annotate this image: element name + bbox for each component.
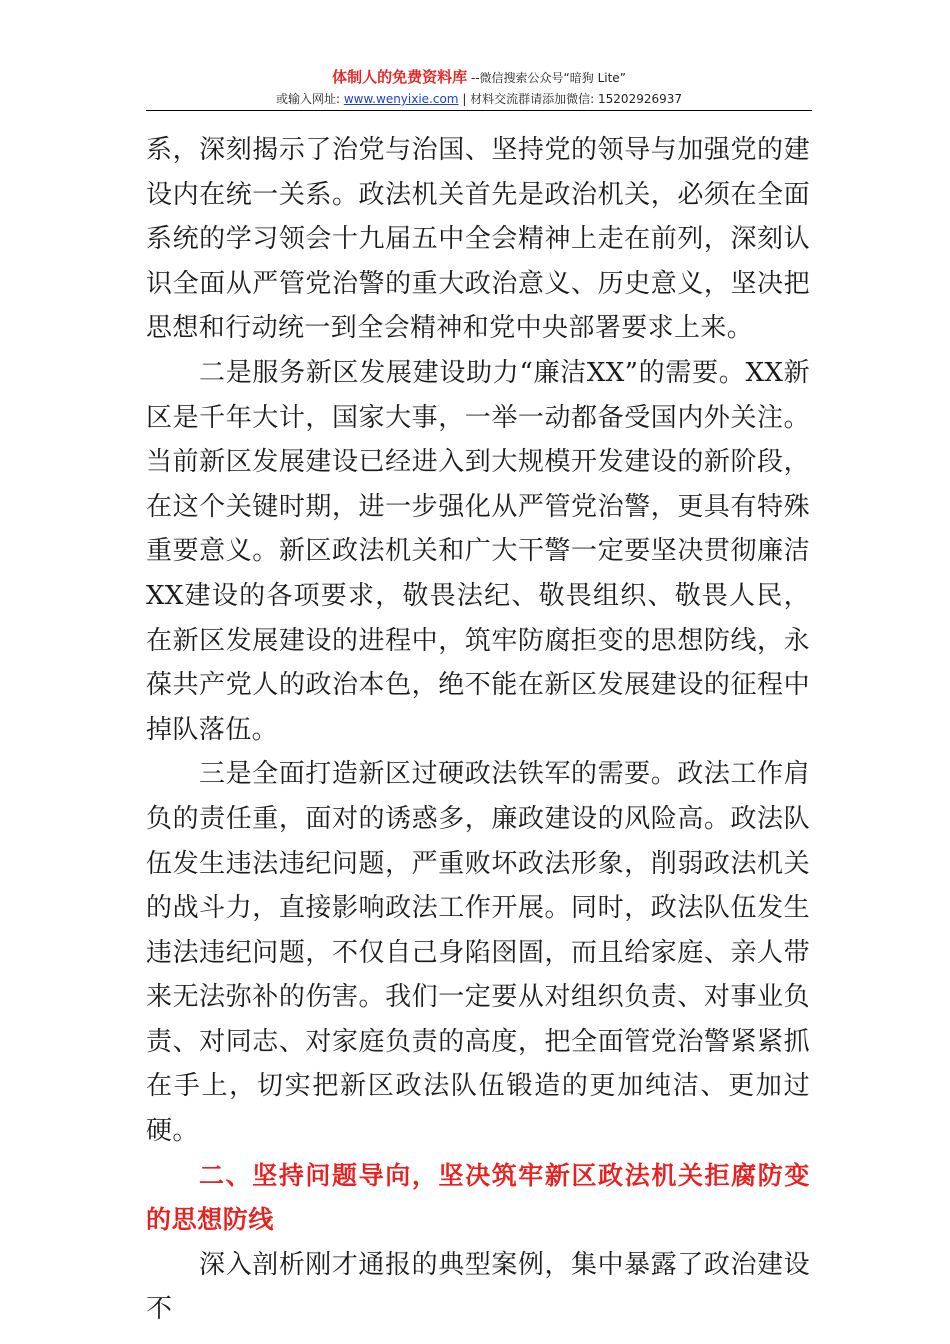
paragraph-continuation: 系，深刻揭示了治党与治国、坚持党的领导与加强党的建设内在统一关系。政法机关首先是政治机关，必须在全面系统的学习领会十九届五中全会精神上走在前列，深刻认识全面从严管党治警的重大政治意义、历史意义，坚决把思想和行动统一到全会精神和党中央部署要求上来。 xyxy=(146,135,810,344)
header-brand: 体制人的免费资料库 xyxy=(332,68,468,86)
paragraph-analysis: 深入剖析刚才通报的典型案例，集中暴露了政治建设不 xyxy=(146,1249,810,1325)
header-contact-line xyxy=(146,89,812,109)
header-contact: | 材料交流群请添加微信: 15202926937 xyxy=(458,92,683,106)
header-website-link[interactable]: www.wenyixie.com xyxy=(343,92,459,106)
paragraph-point-two: 二是服务新区发展建设助力“廉洁XX”的需要。XX新区是千年大计，国家大事，一举一动都备受国内外关注。当前新区发展建设已经进入到大规模开发建设的新阶段，在这个关键时期，进一步强化从严管党治警，更具有特殊重要意义。新区政法机关和广大干警一定要坚决贯彻廉洁XX建设的各项要求，敬畏法纪、敬畏组织、敬畏人民，在新区发展建设的进程中，筑牢防腐拒变的思想防线，永葆共产党人的政治本色，绝不能在新区发展建设的征程中掉队落伍。 xyxy=(146,357,810,745)
section-heading: 二、坚持问题导向，坚决筑牢新区政法机关拒腐防变的思想防线 xyxy=(146,1160,810,1235)
header-url-prefix: 或输入网址: xyxy=(275,92,344,106)
document-body xyxy=(146,128,810,1332)
header-tagline: --微信搜索公众号“暗狗 Lite” xyxy=(467,71,626,85)
header-title-line xyxy=(146,66,812,89)
paragraph-point-three: 三是全面打造新区过硬政法铁军的需要。政法工作肩负的责任重，面对的诱惑多，廉政建设的风险高。政法队伍发生违法违纪问题，严重败坏政法形象，削弱政法机关的战斗力，直接影响政法工作开展。同时，政法队伍发生违法违纪问题，不仅自己身陷囹圄，而且给家庭、亲人带来无法弥补的伤害。我们一定要从对组织负责、对事业负责、对同志、对家庭负责的高度，把全面管党治警紧紧抓在手上，切实把新区政法队伍锻造的更加纯洁、更加过硬。 xyxy=(146,759,810,1147)
header-divider xyxy=(146,110,812,111)
page-header xyxy=(146,66,812,109)
